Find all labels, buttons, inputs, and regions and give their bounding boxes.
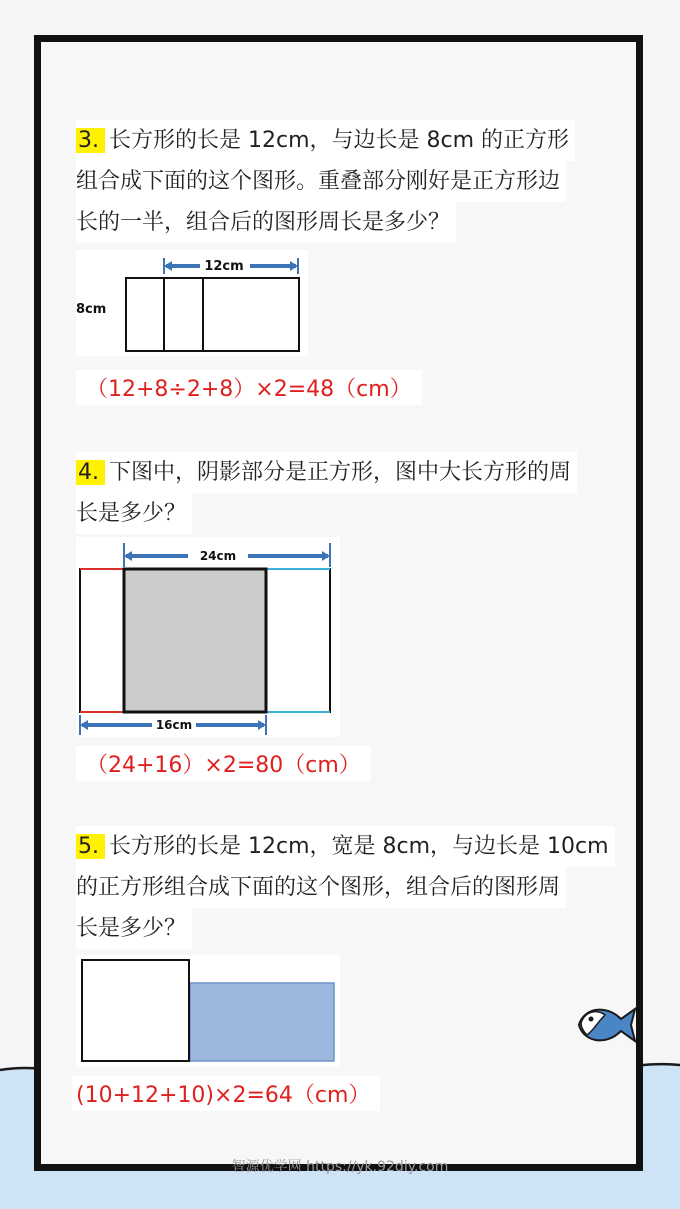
question-5: 5. 长方形的长是 12cm，宽是 8cm，与边长是 10cm 的正方形组合成下面的这个图形，组合后的图形周 长是多少？ (76, 826, 615, 949)
question-4: 4. 下图中，阴影部分是正方形，图中大长方形的周 长是多少？ (76, 452, 577, 534)
question-number: 4. (76, 460, 105, 485)
fig3-left-label: 8cm (76, 302, 107, 317)
fish-icon (575, 1001, 639, 1049)
figure-3 (76, 250, 308, 356)
fig3-top-label: 12cm (204, 259, 244, 274)
answer-5: (10+12+10)×2=64（cm） (72, 1076, 380, 1111)
question-number: 5. (76, 834, 105, 859)
question-3: 3. 长方形的长是 12cm，与边长是 8cm 的正方形 组合成下面的这个图形。重叠部分刚好是正方形边 长的一半，组合后的图形周长是多少？ (76, 120, 575, 243)
answer-3: （12+8÷2+8）×2=48（cm） (76, 370, 422, 405)
figure-5 (76, 955, 340, 1067)
figure-4 (76, 537, 340, 737)
fig4-top-label: 24cm (199, 549, 237, 563)
question-number: 3. (76, 128, 105, 153)
footer-watermark: 智源优学网 https://yk.92diy.com (231, 1159, 449, 1175)
answer-4: （24+16）×2=80（cm） (76, 746, 371, 781)
fig4-bottom-label: 16cm (155, 718, 193, 732)
